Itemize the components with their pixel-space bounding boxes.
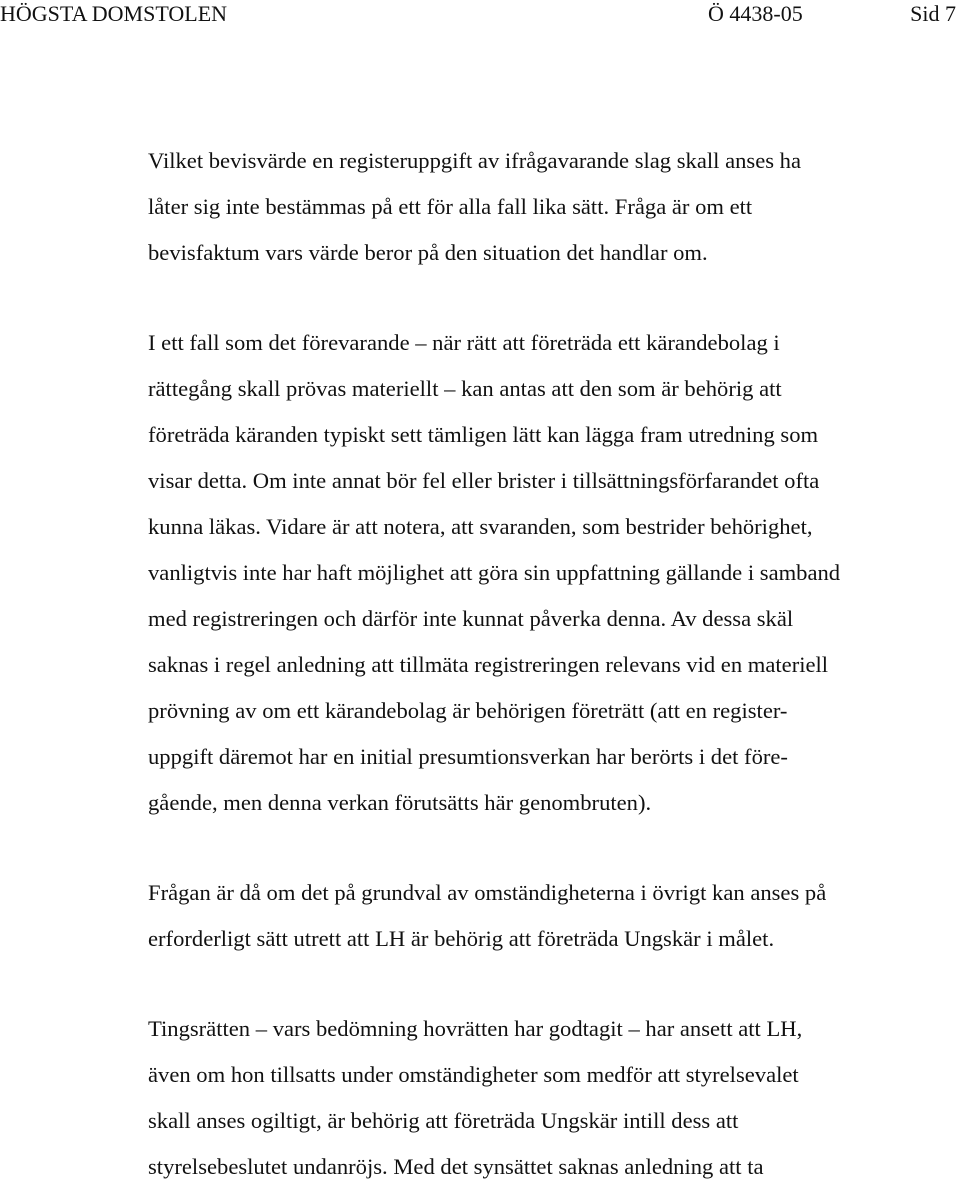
case-number: Ö 4438-05 [708,1,803,26]
court-name: HÖGSTA DOMSTOLEN [0,1,228,26]
text-line: Frågan är då om det på grundval av omständigheterna i övrigt kan anses på [148,880,827,905]
text-line: skall anses ogiltigt, är behörig att företräda Ungskär intill dess att [148,1108,739,1133]
document-body [148,138,948,1190]
text-line: Tingsrätten – vars bedömning hovrätten har godtagit – har ansett att LH, [148,1016,803,1041]
text-line: kunna läkas. Vidare är att notera, att svaranden, som bestrider behörighet, [148,514,813,539]
text-line: saknas i regel anledning att tillmäta registreringen relevans vid en materiell [148,652,829,677]
text-line: I ett fall som det förevarande – när rätt att företräda ett kärandebolag i [148,330,780,355]
text-line: Vilket bevisvärde en registeruppgift av ifrågavarande slag skall anses ha [148,148,801,173]
text-line: visar detta. Om inte annat bör fel eller brister i tillsättningsförfarandet ofta [148,468,820,493]
page-number: Sid 7 [910,1,956,26]
text-line: vanligtvis inte har haft möjlighet att göra sin uppfattning gällande i samband [148,560,841,585]
text-line: prövning av om ett kärandebolag är behörigen företrätt (att en register- [148,698,788,723]
text-line: styrelsebeslutet undanröjs. Med det synsättet saknas anledning att ta [148,1154,764,1179]
text-line: rättegång skall prövas materiellt – kan antas att den som är behörig att [148,376,782,401]
paragraph [148,1006,948,1190]
text-line: företräda käranden typiskt sett tämligen lätt kan lägga fram utredning som [148,422,819,447]
paragraph [148,320,948,826]
page-header [0,0,960,30]
text-line: låter sig inte bestämmas på ett för alla fall lika sätt. Fråga är om ett [148,194,753,219]
text-line: bevisfaktum vars värde beror på den situation det handlar om. [148,240,708,265]
paragraph [148,138,948,276]
text-line: gående, men denna verkan förutsätts här genombruten). [148,790,652,815]
text-line: uppgift däremot har en initial presumtionsverkan har berörts i det före- [148,744,788,769]
text-line: även om hon tillsatts under omständigheter som medför att styrelsevalet [148,1062,799,1087]
text-line: med registreringen och därför inte kunnat påverka denna. Av dessa skäl [148,606,794,631]
text-line: erforderligt sätt utrett att LH är behörig att företräda Ungskär i målet. [148,926,775,951]
paragraph [148,870,948,962]
